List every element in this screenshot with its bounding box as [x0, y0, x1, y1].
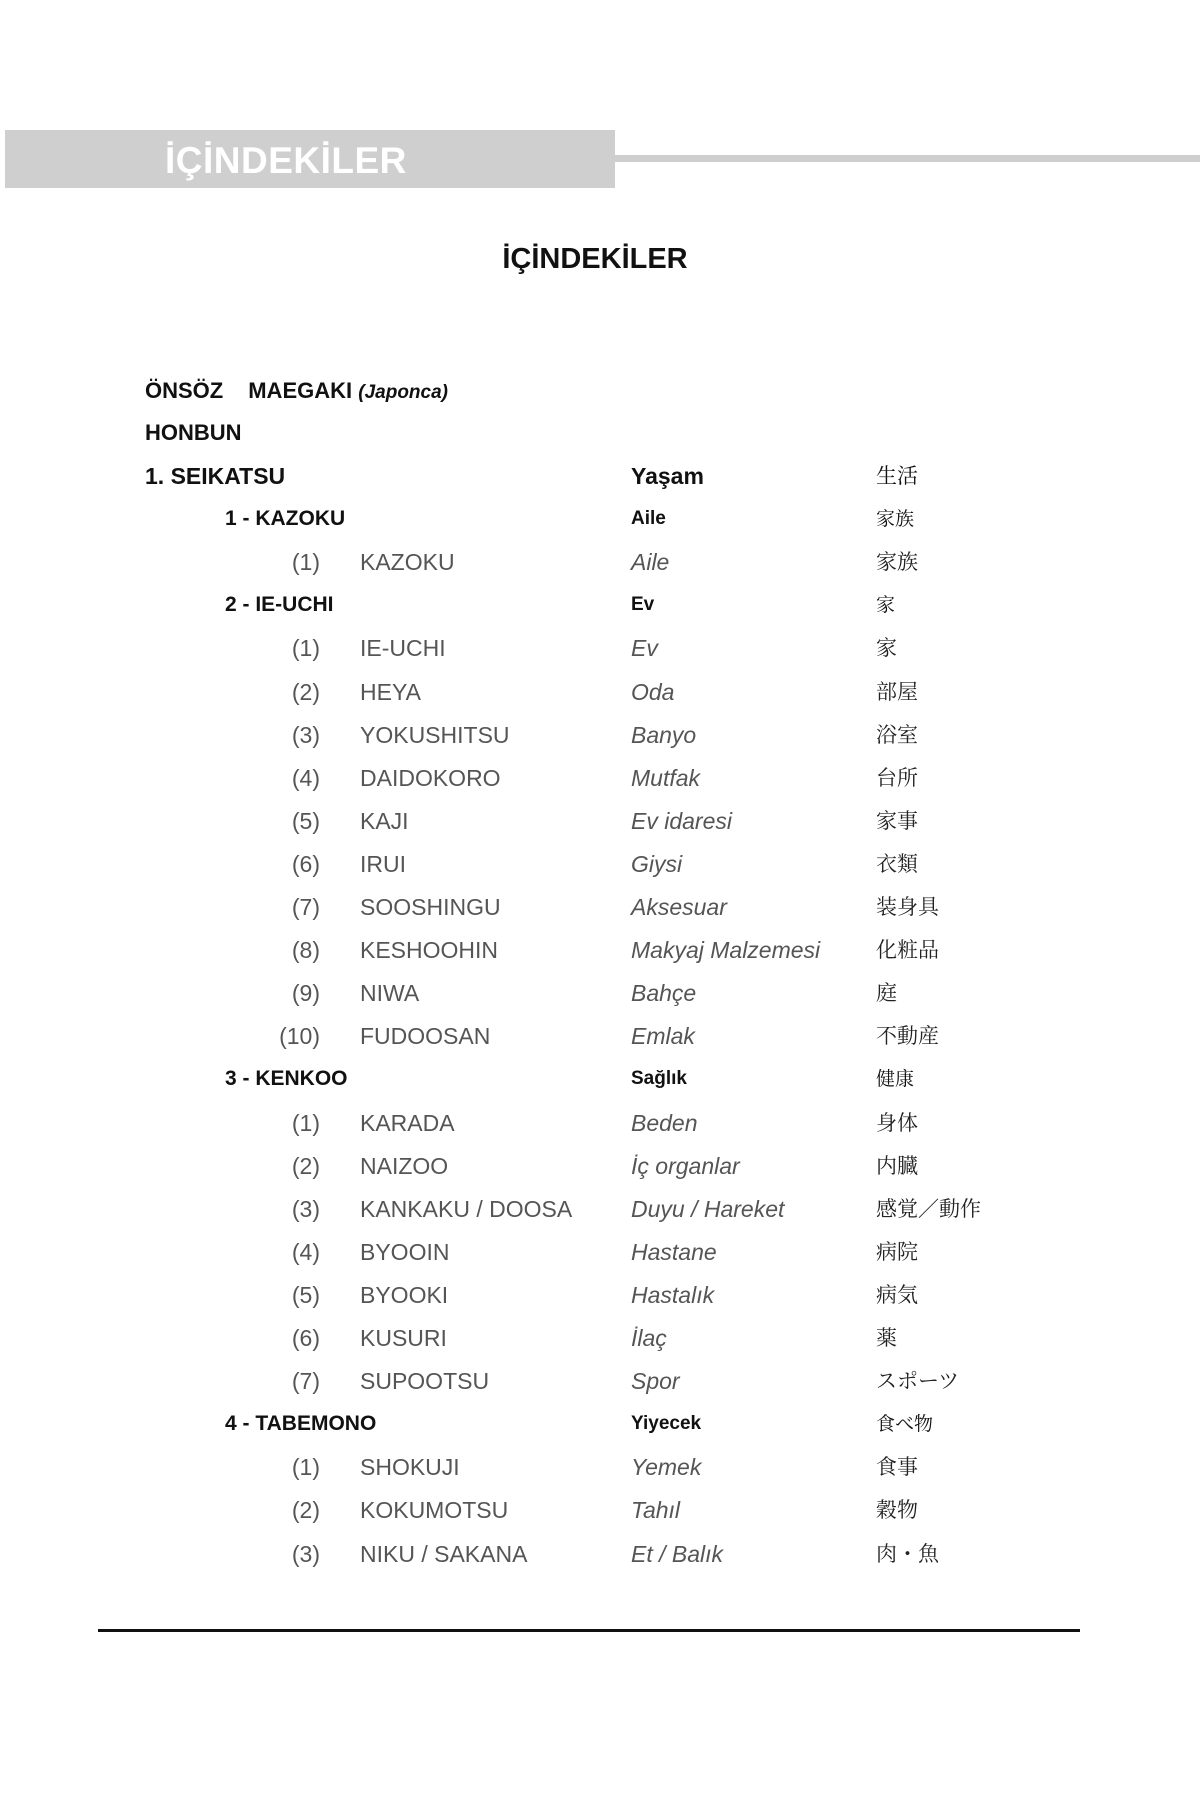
- header-band: [5, 130, 615, 188]
- item-row: [0, 1533, 1200, 1575]
- entry-japanese: 部屋: [876, 680, 918, 704]
- entry-turkish: Yiyecek: [631, 1413, 702, 1434]
- entry-number: (4): [291, 1239, 320, 1265]
- entry-romaji: NAIZOO: [360, 1153, 449, 1179]
- main-text-label: HONBUN: [145, 420, 242, 445]
- entry-number: (6): [291, 851, 320, 877]
- entry-romaji: IE-UCHI: [360, 635, 446, 661]
- item-row: [0, 671, 1200, 713]
- entry-number: (7): [291, 1368, 320, 1394]
- entry-japanese: 衣類: [876, 852, 918, 876]
- entry-romaji: 3 - KENKOO: [225, 1067, 348, 1090]
- entry-romaji: 2 - IE-UCHI: [225, 593, 334, 616]
- entry-turkish: Mutfak: [631, 765, 701, 791]
- item-row: [0, 1145, 1200, 1187]
- header-band-title: İÇİNDEKİLER: [165, 140, 407, 181]
- entry-japanese: 家族: [876, 508, 915, 530]
- section-row: [0, 498, 1200, 540]
- entry-turkish: Spor: [631, 1368, 680, 1394]
- item-row: [0, 1231, 1200, 1273]
- entry-japanese: 浴室: [876, 723, 918, 747]
- entry-romaji: NIKU / SAKANA: [360, 1541, 528, 1567]
- item-row: [0, 843, 1200, 885]
- item-row: [0, 627, 1200, 669]
- entry-romaji: SOOSHINGU: [360, 894, 501, 920]
- preface-language: (Japonca): [358, 382, 448, 403]
- entry-romaji: 4 - TABEMONO: [225, 1412, 377, 1435]
- entry-turkish: İlaç: [631, 1325, 667, 1351]
- entry-turkish: Hastalık: [631, 1282, 715, 1308]
- entry-turkish: Yemek: [631, 1454, 702, 1480]
- entry-japanese: 不動産: [876, 1024, 939, 1048]
- item-row: [0, 1446, 1200, 1488]
- chapter-row: [0, 455, 1200, 497]
- entry-romaji: IRUI: [360, 851, 406, 877]
- preface-romaji: MAEGAKI: [248, 378, 353, 403]
- entry-romaji: NIWA: [360, 980, 420, 1006]
- entry-turkish: Ev: [631, 635, 658, 661]
- entry-number: (1): [291, 1110, 320, 1136]
- entry-romaji: KOKUMOTSU: [360, 1497, 509, 1523]
- item-row: [0, 1489, 1200, 1531]
- item-row: [0, 541, 1200, 583]
- item-row: [0, 1102, 1200, 1144]
- section-row: [0, 1058, 1200, 1100]
- entry-japanese: 内臓: [876, 1154, 918, 1178]
- header-rule: [615, 155, 1200, 162]
- entry-japanese: 家: [876, 636, 897, 660]
- entry-romaji: YOKUSHITSU: [360, 722, 510, 748]
- page-title: İÇİNDEKİLER: [502, 243, 688, 275]
- entry-turkish: Ev idaresi: [631, 808, 732, 834]
- item-row: [0, 714, 1200, 756]
- item-row: [0, 886, 1200, 928]
- entry-turkish: Tahıl: [631, 1497, 681, 1523]
- entry-japanese: 台所: [876, 766, 918, 790]
- entry-japanese: 庭: [876, 981, 897, 1005]
- entry-romaji: 1 - KAZOKU: [225, 507, 346, 530]
- entry-number: (6): [291, 1325, 320, 1351]
- section-row: [0, 584, 1200, 626]
- entry-number: (5): [291, 1282, 320, 1308]
- entry-number: (2): [291, 1497, 320, 1523]
- entry-turkish: Aile: [631, 508, 666, 529]
- item-row: [0, 1317, 1200, 1359]
- entry-romaji: 1. SEIKATSU: [145, 463, 286, 489]
- entry-romaji: BYOOKI: [360, 1282, 449, 1308]
- entry-japanese: 化粧品: [876, 938, 939, 962]
- entry-turkish: Sağlık: [631, 1068, 687, 1089]
- entry-number: (9): [291, 980, 320, 1006]
- entry-romaji: SHOKUJI: [360, 1454, 460, 1480]
- entry-number: (3): [291, 722, 320, 748]
- entry-turkish: Emlak: [631, 1023, 695, 1049]
- entry-romaji: SUPOOTSU: [360, 1368, 490, 1394]
- entry-number: (1): [291, 1454, 320, 1480]
- entry-japanese: 身体: [876, 1111, 918, 1135]
- entry-number: (1): [291, 549, 320, 575]
- item-row: [0, 972, 1200, 1014]
- entry-romaji: KUSURI: [360, 1325, 447, 1351]
- entry-japanese: 家: [876, 594, 896, 616]
- entry-romaji: DAIDOKORO: [360, 765, 501, 791]
- entry-japanese: 感覚／動作: [876, 1197, 981, 1221]
- entry-number: (5): [291, 808, 320, 834]
- entry-japanese: 肉・魚: [876, 1542, 939, 1566]
- entry-japanese: 穀物: [876, 1498, 918, 1522]
- entry-japanese: 健康: [876, 1068, 915, 1090]
- entry-japanese: 病院: [876, 1240, 918, 1264]
- entry-japanese: 病気: [876, 1283, 918, 1307]
- item-row: [0, 929, 1200, 971]
- entry-turkish: Banyo: [631, 722, 697, 748]
- entry-romaji: HEYA: [360, 679, 421, 705]
- entry-japanese: 家族: [876, 550, 918, 574]
- entry-turkish: Hastane: [631, 1239, 717, 1265]
- entry-turkish: Beden: [631, 1110, 698, 1136]
- entry-number: (7): [291, 894, 320, 920]
- entry-japanese: 生活: [876, 464, 918, 488]
- item-row: [0, 800, 1200, 842]
- item-row: [0, 1360, 1200, 1402]
- entry-romaji: KANKAKU / DOOSA: [360, 1196, 573, 1222]
- item-row: [0, 1274, 1200, 1316]
- entry-turkish: Duyu / Hareket: [631, 1196, 785, 1222]
- preface-entry: [145, 378, 448, 404]
- entry-romaji: KAZOKU: [360, 549, 455, 575]
- item-row: [0, 757, 1200, 799]
- entry-number: (4): [291, 765, 320, 791]
- entry-turkish: İç organlar: [631, 1153, 740, 1179]
- entry-turkish: Aksesuar: [631, 894, 727, 920]
- entry-number: (3): [291, 1196, 320, 1222]
- item-row: [0, 1188, 1200, 1230]
- entry-romaji: BYOOIN: [360, 1239, 450, 1265]
- entry-turkish: Oda: [631, 679, 675, 705]
- entry-number: (1): [291, 635, 320, 661]
- entry-number: (2): [291, 1153, 320, 1179]
- entry-turkish: Et / Balık: [631, 1541, 724, 1567]
- entry-romaji: KESHOOHIN: [360, 937, 499, 963]
- preface-label: ÖNSÖZ: [145, 378, 224, 403]
- entry-japanese: 薬: [876, 1326, 897, 1350]
- entry-turkish: Giysi: [631, 851, 683, 877]
- entry-japanese: 食べ物: [876, 1413, 934, 1435]
- entry-number: (3): [291, 1541, 320, 1567]
- entry-turkish: Aile: [631, 549, 670, 575]
- item-row: [0, 1015, 1200, 1057]
- section-row: [0, 1403, 1200, 1445]
- entry-number: (10): [279, 1023, 320, 1049]
- entry-japanese: スポーツ: [876, 1369, 960, 1393]
- entry-turkish: Makyaj Malzemesi: [631, 937, 821, 963]
- entry-turkish: Yaşam: [631, 463, 704, 489]
- entry-turkish: Ev: [631, 594, 655, 615]
- entry-romaji: FUDOOSAN: [360, 1023, 491, 1049]
- entry-number: (2): [291, 679, 320, 705]
- entry-turkish: Bahçe: [631, 980, 697, 1006]
- entry-romaji: KAJI: [360, 808, 409, 834]
- entry-japanese: 装身具: [876, 895, 939, 919]
- entry-japanese: 食事: [876, 1455, 918, 1479]
- entry-japanese: 家事: [876, 809, 918, 833]
- entry-number: (8): [291, 937, 320, 963]
- entry-romaji: KARADA: [360, 1110, 455, 1136]
- bottom-rule: [98, 1629, 1080, 1632]
